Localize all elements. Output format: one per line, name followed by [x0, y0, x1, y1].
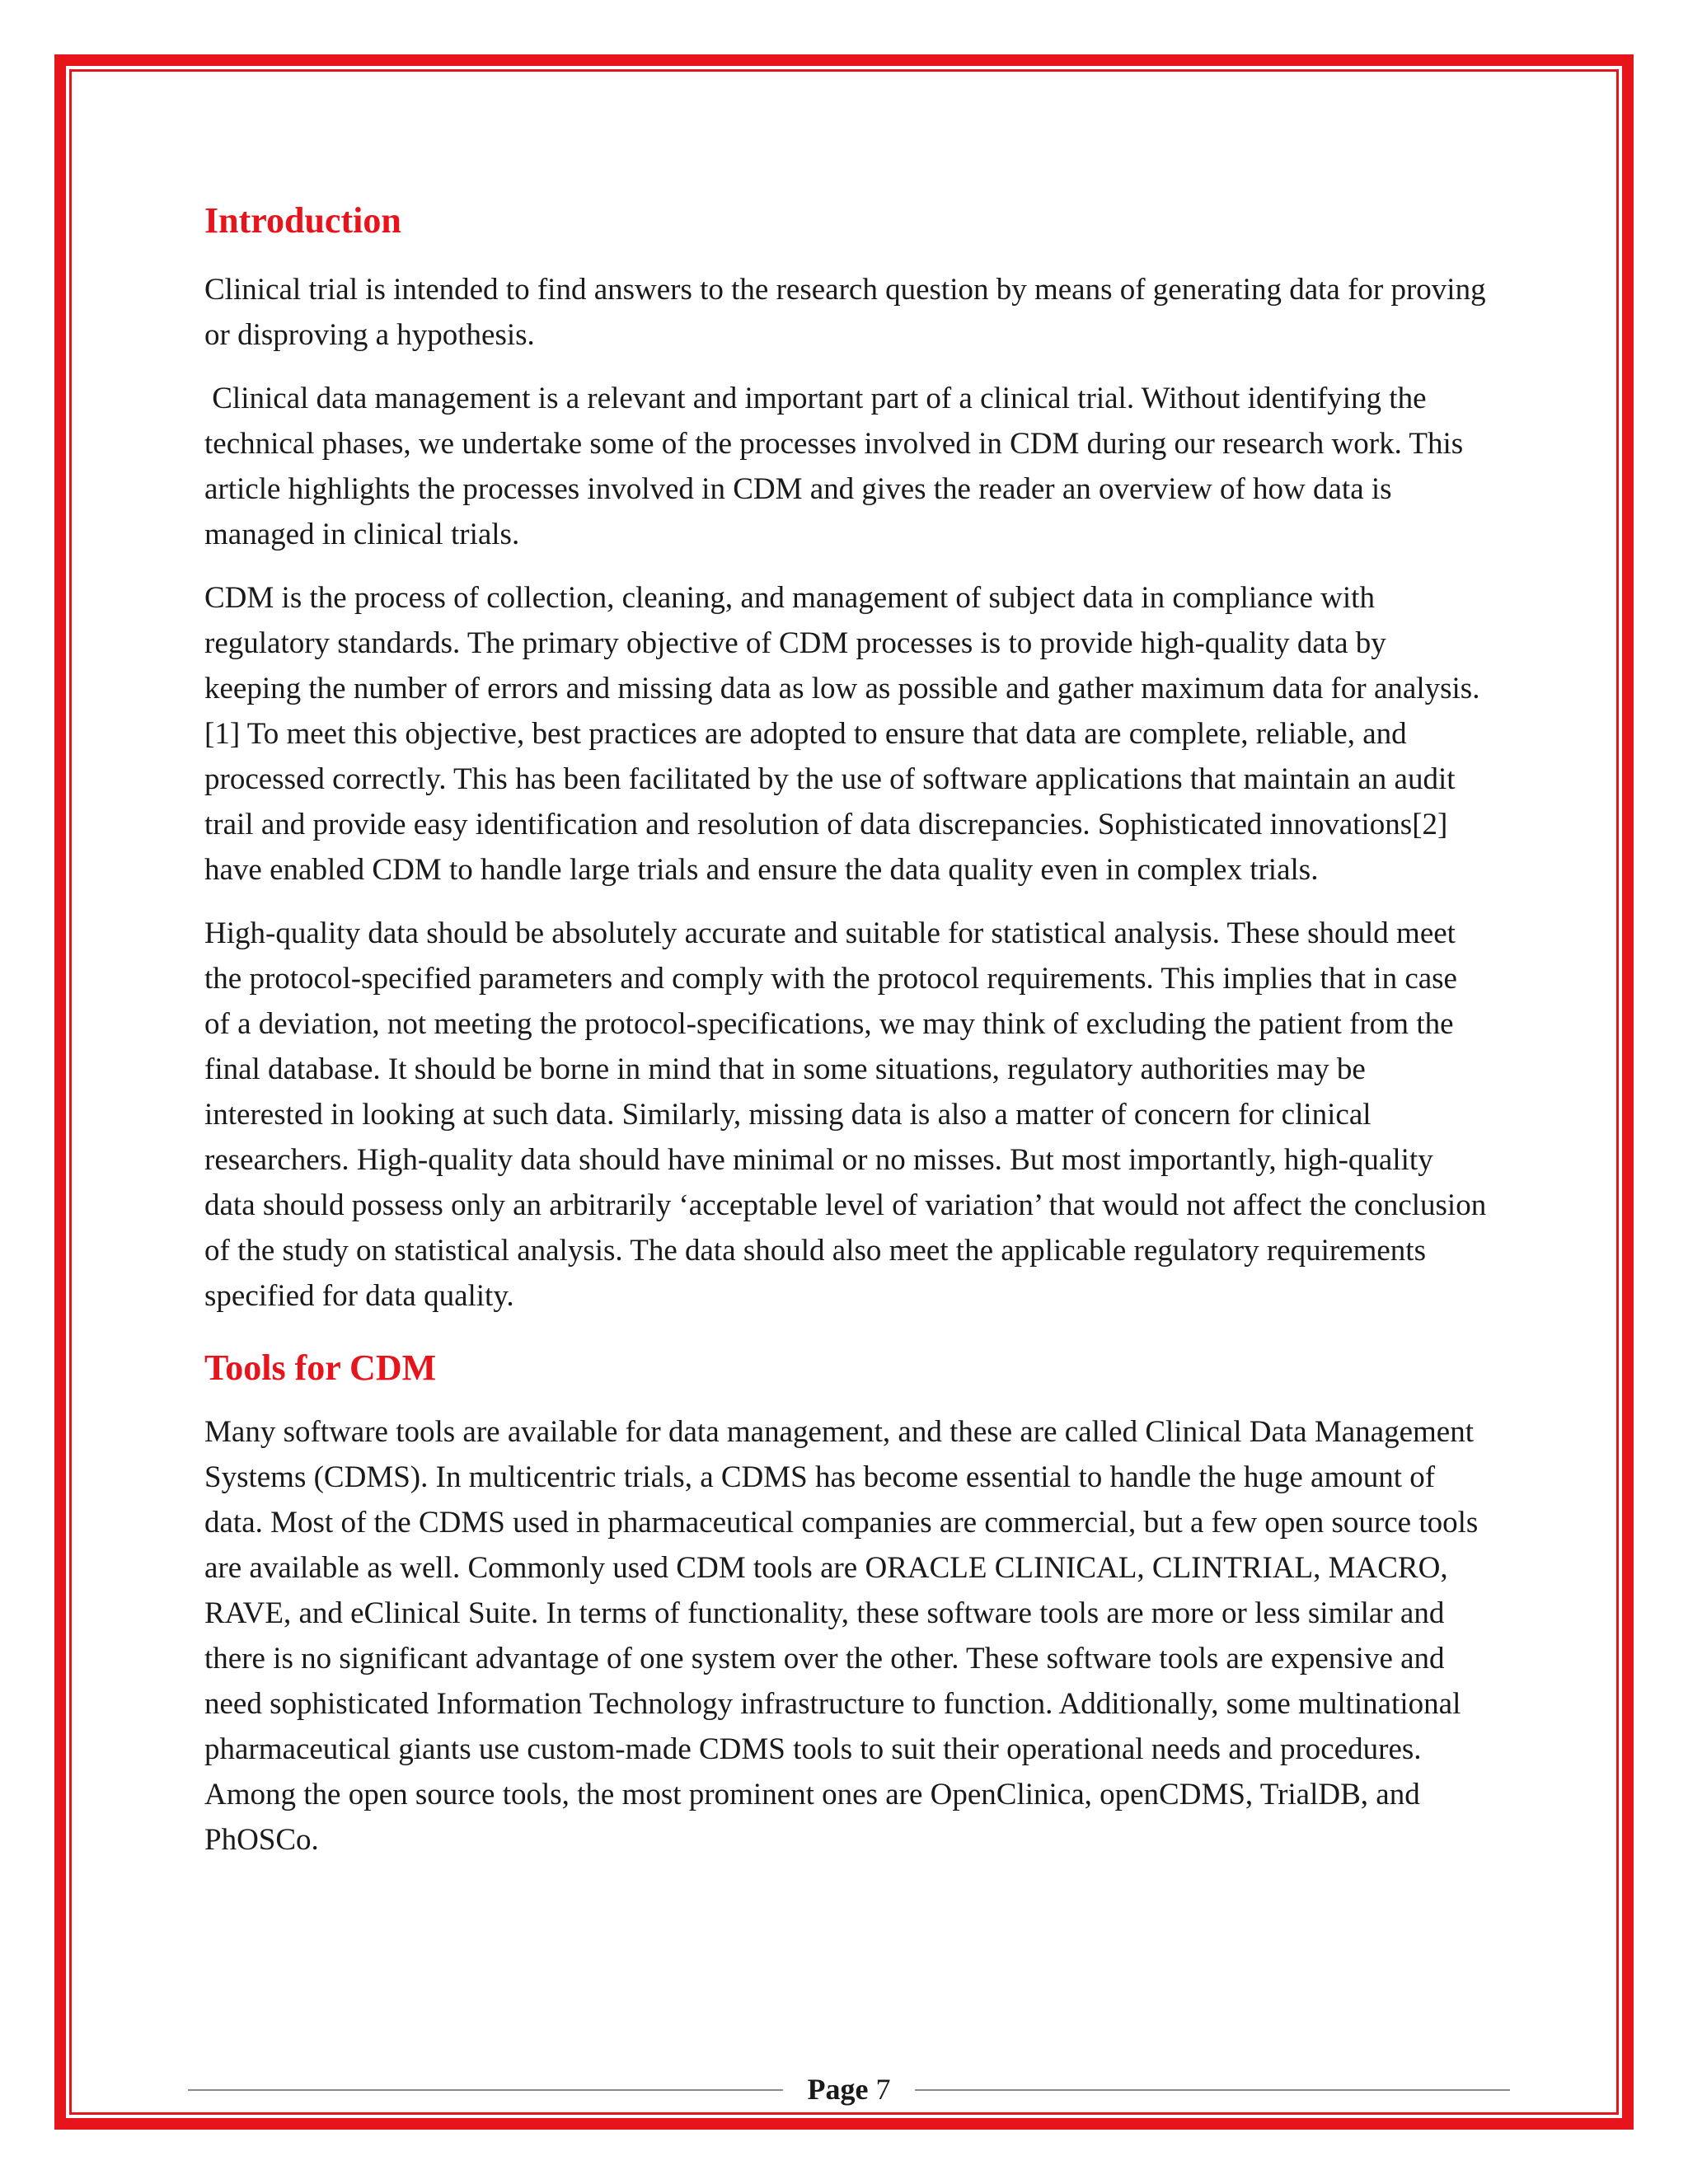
footer-rule-left — [188, 2089, 783, 2091]
intro-paragraph-3: CDM is the process of collection, cleaning, and management of subject data in compliance with regulatory standards. The primary objective of CDM processes is to provide high-quality data by keeping the number of errors and missing data as low as possible and gather maximum data for analysis.[1] To meet this objective, best practices are adopted to ensure that data are complete, reliable, and processed correctly. This has been facilitated by the use of software applications that maintain an audit trail and provide easy identification and resolution of data discrepancies. Sophisticated innovations[2] have enabled CDM to handle large trials and ensure the data quality even in complex trials. — [204, 581, 1480, 887]
page-content — [204, 198, 1490, 1881]
section-heading-tools-for-cdm: Tools for CDM — [204, 1347, 437, 1388]
intro-paragraph-2: Clinical data management is a relevant and important part of a clinical trial. Without identifying the technical phases, we undertake some of the processes involved in CDM during our research work. This article highlights the processes involved in CDM and gives the reader an overview of how data is managed in clinical trials. — [204, 382, 1471, 551]
footer-rule-right — [915, 2089, 1510, 2091]
page-number-label — [798, 2069, 900, 2110]
page-word: Page — [807, 2073, 869, 2106]
page-footer — [188, 2069, 1510, 2110]
page-number: 7 — [875, 2073, 891, 2106]
intro-paragraph-4: High-quality data should be absolutely accurate and suitable for statistical analysis. These should meet the protocol-specified parameters and comply with the protocol requirements. This implies that in case of a deviation, not meeting the protocol-specifications, we may think of excluding the patient from the final database. It should be borne in mind that in some situations, regulatory authorities may be interested in looking at such data. Similarly, missing data is also a matter of concern for clinical researchers. High-quality data should have minimal or no misses. But most importantly, high-quality data should possess only an arbitrarily ‘acceptable level of variation’ that would not affect the conclusion of the study on statistical analysis. The data should also meet the applicable regulatory requirements specified for data quality. — [204, 916, 1487, 1313]
tools-paragraph-1: Many software tools are available for data management, and these are called Clinical Data Management Systems (CDMS). In multicentric trials, a CDMS has become essential to handle the huge amount of data. Most of the CDMS used in pharmaceutical companies are commercial, but a few open source tools are available as well. Commonly used CDM tools are ORACLE CLINICAL, CLINTRIAL, MACRO, RAVE, and eClinical Suite. In terms of functionality, these software tools are more or less similar and there is no significant advantage of one system over the other. These software tools are expensive and need sophisticated Information Technology infrastructure to function. Additionally, some multinational pharmaceutical giants use custom-made CDMS tools to suit their operational needs and procedures. Among the open source tools, the most prominent ones are OpenClinica, openCDMS, TrialDB, and PhOSCo. — [204, 1415, 1479, 1857]
section-heading-introduction: Introduction — [204, 200, 401, 241]
intro-paragraph-1: Clinical trial is intended to find answers to the research question by means of generating data for proving or disproving a hypothesis. — [204, 273, 1486, 352]
